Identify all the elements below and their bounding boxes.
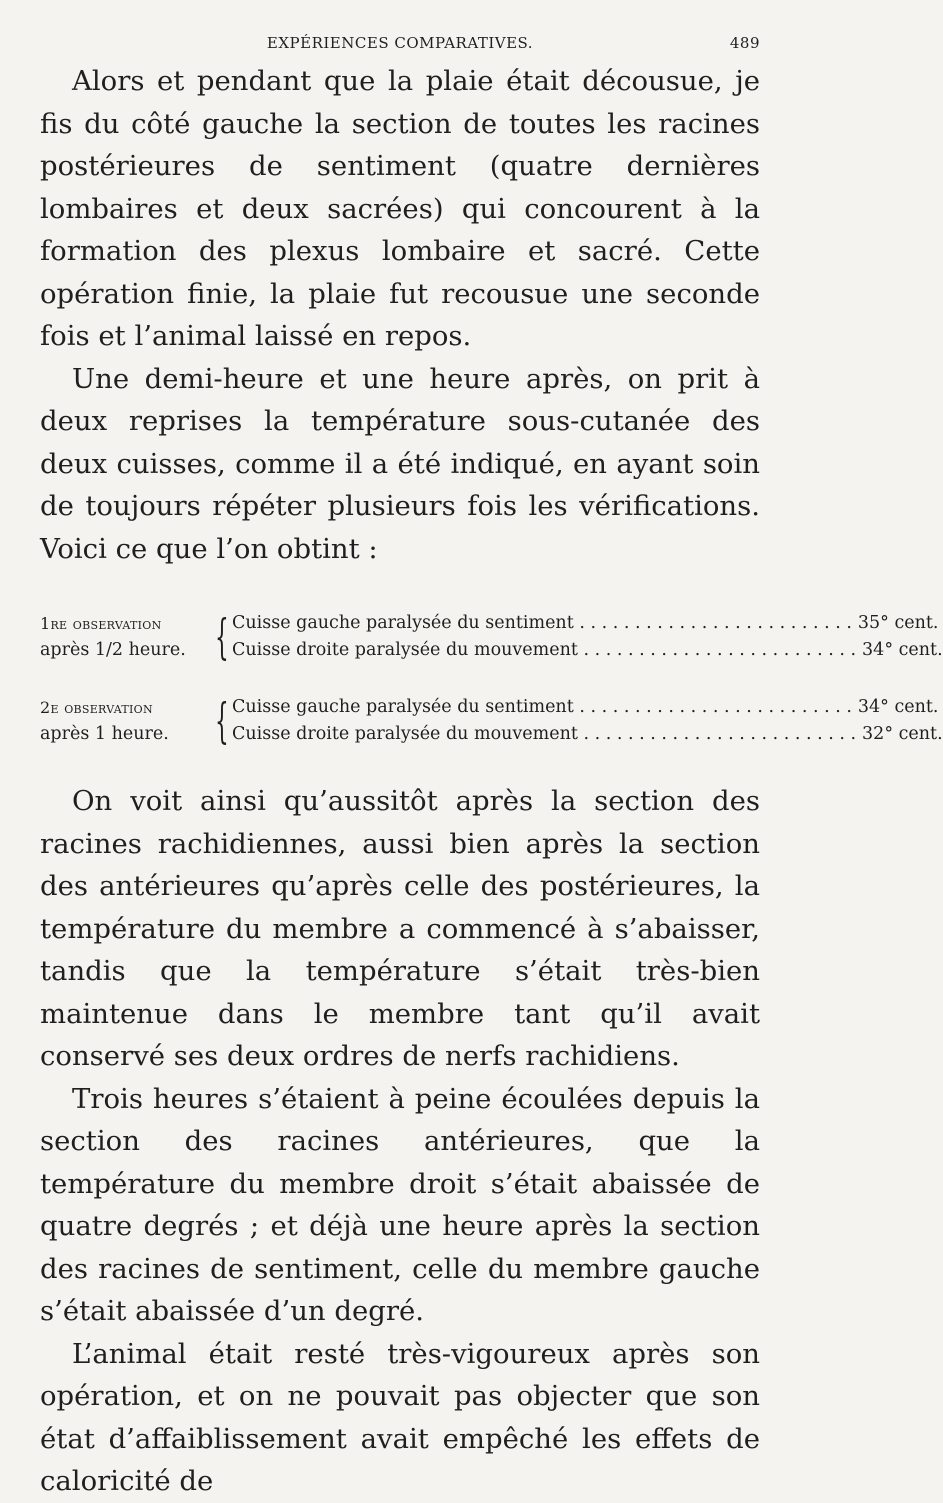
book-page	[40, 30, 943, 1503]
paragraph: Trois heures s’étaient à peine écoulées depuis la section des racines antérieures, que la température du membre droit s’était abaissée de quatre degrés ; et déjà une heure après la section des racines de sentiment, celle du membre gauche s’était abaissée d’un degré.	[40, 1082, 760, 1327]
row-value: 34° cent.	[857, 697, 939, 717]
observation-title: 1re observation	[40, 614, 162, 633]
row-description: Cuisse droite paralysée du mouvement . . .	[232, 637, 856, 664]
paragraph: L’animal était resté très-vigoureux après son opération, et on ne pouvait pas objecter que son état d’affaiblissement avait empêché les effets de caloricité de	[40, 1337, 760, 1497]
header-title: EXPÉRIENCES COMPARATIVES.	[266, 34, 534, 52]
observation-block	[40, 693, 943, 749]
observation-row	[232, 610, 939, 637]
observation-row	[232, 721, 943, 748]
observation-time: après 1/2 heure.	[40, 640, 186, 660]
row-value: 35° cent.	[857, 613, 939, 633]
paragraph: On voit ainsi qu’aussitôt après la section des racines rachidiennes, aussi bien après la section des antérieures qu’après celle des postérieures, la température du membre a commencé à s’abaisser, tandis que la température s’était très-bien maintenue dans le membre tant qu’il avait conservé ses deux ordres de nerfs rachidiens.	[40, 785, 760, 1072]
row-description: Cuisse droite paralysée du mouvement . . .	[232, 721, 856, 748]
observation-row	[232, 694, 939, 721]
row-description: Cuisse gauche paralysée du sentiment . . .	[232, 610, 852, 637]
row-value: 32° cent.	[862, 724, 943, 744]
observation-label	[40, 610, 210, 664]
brace-glyph: {	[214, 609, 229, 665]
observation-label	[40, 694, 210, 748]
observation-title: 2e observation	[40, 698, 153, 717]
running-header	[40, 30, 760, 60]
observation-block	[40, 609, 943, 665]
page-number: 489	[729, 34, 760, 52]
observation-time: après 1 heure.	[40, 724, 169, 744]
observation-row	[232, 637, 943, 664]
brace-glyph: {	[214, 693, 229, 749]
row-value: 34° cent.	[862, 640, 943, 660]
paragraph: Alors et pendant que la plaie était décousue, je fis du côté gauche la section de toutes les racines postérieures de sentiment (quatre dernières lombaires et deux sacrées) qui concourent à la formation des plexus lombaire et sacré. Cette opération finie, la plaie fut recousue une seconde fois et l’animal laissé en repos.	[40, 65, 760, 352]
row-description: Cuisse gauche paralysée du sentiment . . .	[232, 694, 852, 721]
paragraph: Une demi-heure et une heure après, on prit à deux reprises la température sous-cutanée des deux cuisses, comme il a été indiqué, en ayant soin de toujours répéter plusieurs fois les vérifications. Voici ce que l’on obtint :	[40, 362, 760, 565]
